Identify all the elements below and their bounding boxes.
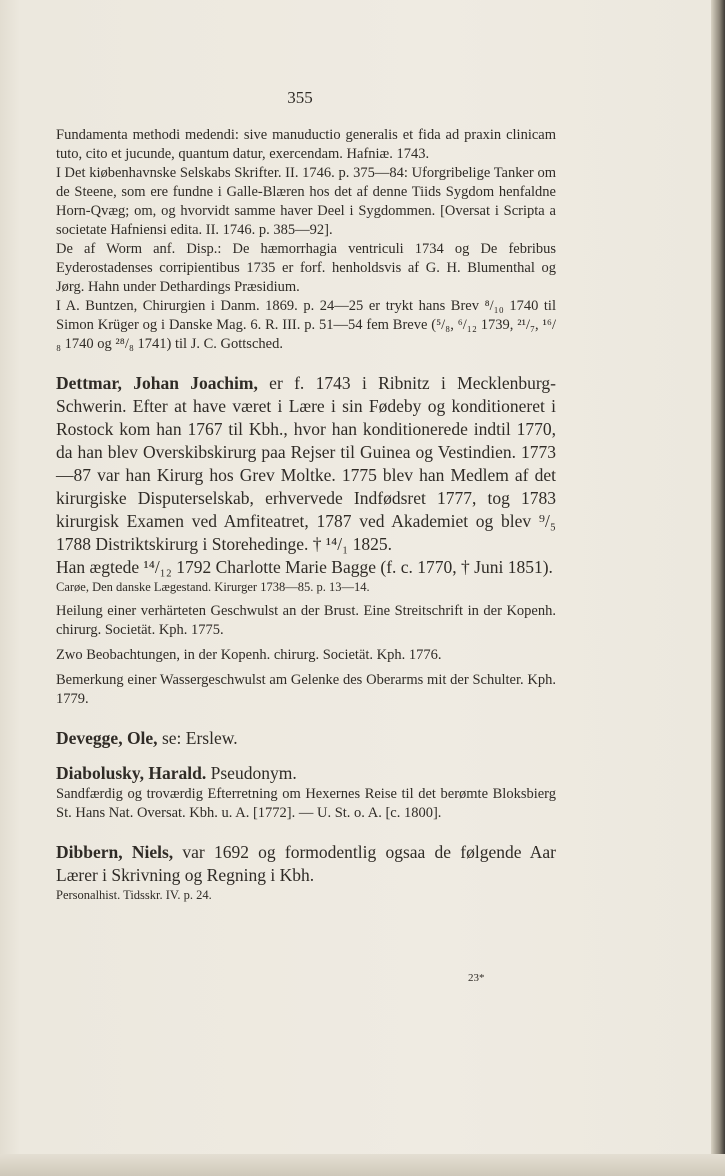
entry-diabolusky-text: Pseudonym. (206, 763, 297, 783)
work-selskabs-skrifter: I Det kiøbenhavnske Selskabs Skrifter. II. 1746. p. 375—84: Uforgribelige Tanker om de Steene, som ere fundne i Galle-Blæren hos det af denne Tiids Sygdom henfaldne Horn-Qvæg; om, og hvorvidt samme haver Deel i Sygdommen. [Oversat i Scripta a societate Hafniensi edita. II. 1746. p. 385—92]. (56, 165, 556, 238)
page-number: 355 (287, 88, 313, 107)
entry-devegge-text: se: Erslew. (157, 728, 238, 748)
entry-devegge (56, 727, 556, 750)
entry-dettmar-source: Carøe, Den danske Lægestand. Kirurger 1738—85. p. 13—14. (56, 580, 370, 594)
page-content (56, 126, 556, 904)
entry-diabolusky-name: Diabolusky, Harald. (56, 763, 207, 783)
entry-diabolusky (56, 762, 556, 785)
dettmar-work-2: Zwo Beobachtungen, in der Kopenh. chirurg. Societät. Kph. 1776. (56, 647, 442, 663)
note-worm: De af Worm anf. Disp.: De hæmorrhagia ventriculi 1734 og De febribus Eyderostadenses corripientibus 1735 er forf. henholdsvis af G. H. Blumenthal og Jørg. Hahn under Dethardings Præsidium. (56, 241, 556, 295)
entry-dibbern (56, 841, 556, 887)
work-fundamenta: Fundamenta methodi medendi: sive manuductio generalis et fida ad praxin clinicam tuto, cito et jucunde, quantum datur, exercendam. Hafniæ. 1743. (56, 127, 556, 162)
entry-dettmar (56, 372, 556, 556)
entry-dibbern-text: var 1692 og formodentlig ogsaa de følgende Aar Lærer i Skrivning og Regning i Kbh. (56, 842, 556, 885)
entry-dibbern-source: Personalhist. Tidsskr. IV. p. 24. (56, 888, 212, 902)
entry-dettmar-name: Dettmar, Johan Joachim, (56, 373, 258, 393)
note-buntzen: I A. Buntzen, Chirurgien i Danm. 1869. p. 24—25 er trykt hans Brev ⁸/₁₀ 1740 til Simon Krüger og i Danske Mag. 6. R. III. p. 51—54 fem Breve (⁵/₈, ⁶/₁₂ 1739, ²¹/₇, ¹⁶/₈ 1740 og ²⁸/₈ 1741) til J. C. Gottsched. (56, 298, 556, 352)
dettmar-work-3: Bemerkung einer Wassergeschwulst am Gelenke des Oberarms mit der Schulter. Kph. 1779. (56, 672, 556, 707)
entry-dettmar-text: er f. 1743 i Ribnitz i Mecklenburg-Schwerin. Efter at have været i Lære i sin Fødeby og konditioneret i Rostock kom han 1767 til Kbh., hvor han konditionerede indtil 1770, da han blev Overskibskirurg paa Rejser til Guinea og Vestindien. 1773—87 var han Kirurg hos Grev Moltke. 1775 blev han Medlem af det kirurgiske Disputerselskab, erhvervede Indfødsret 1777, tog 1783 kirurgisk Examen ved Amfiteatret, 1787 ved Akademiet og blev ⁹/₅ 1788 Distriktskirurg i Storehedinge. † ¹⁴/₁ 1825. (56, 373, 556, 554)
entry-dettmar-married: Han ægtede ¹⁴/₁₂ 1792 Charlotte Marie Bagge (f. c. 1770, † Juni 1851). (56, 557, 553, 577)
signature-mark: 23* (468, 972, 485, 984)
page-bottom-edge (0, 1154, 725, 1176)
diabolusky-work: Sandfærdig og troværdig Efterretning om Hexernes Reise til det berømte Bloksbierg St. Hans Nat. Oversat. Kbh. u. A. [1772]. — U. St. o. A. [c. 1800]. (56, 786, 556, 821)
entry-dibbern-name: Dibbern, Niels, (56, 842, 174, 862)
entry-devegge-name: Devegge, Ole, (56, 728, 158, 748)
page-edge (711, 0, 725, 1176)
dettmar-work-1: Heilung einer verhärteten Geschwulst an der Brust. Eine Streitschrift in der Kopenh. chirurg. Societät. Kph. 1775. (56, 603, 556, 638)
